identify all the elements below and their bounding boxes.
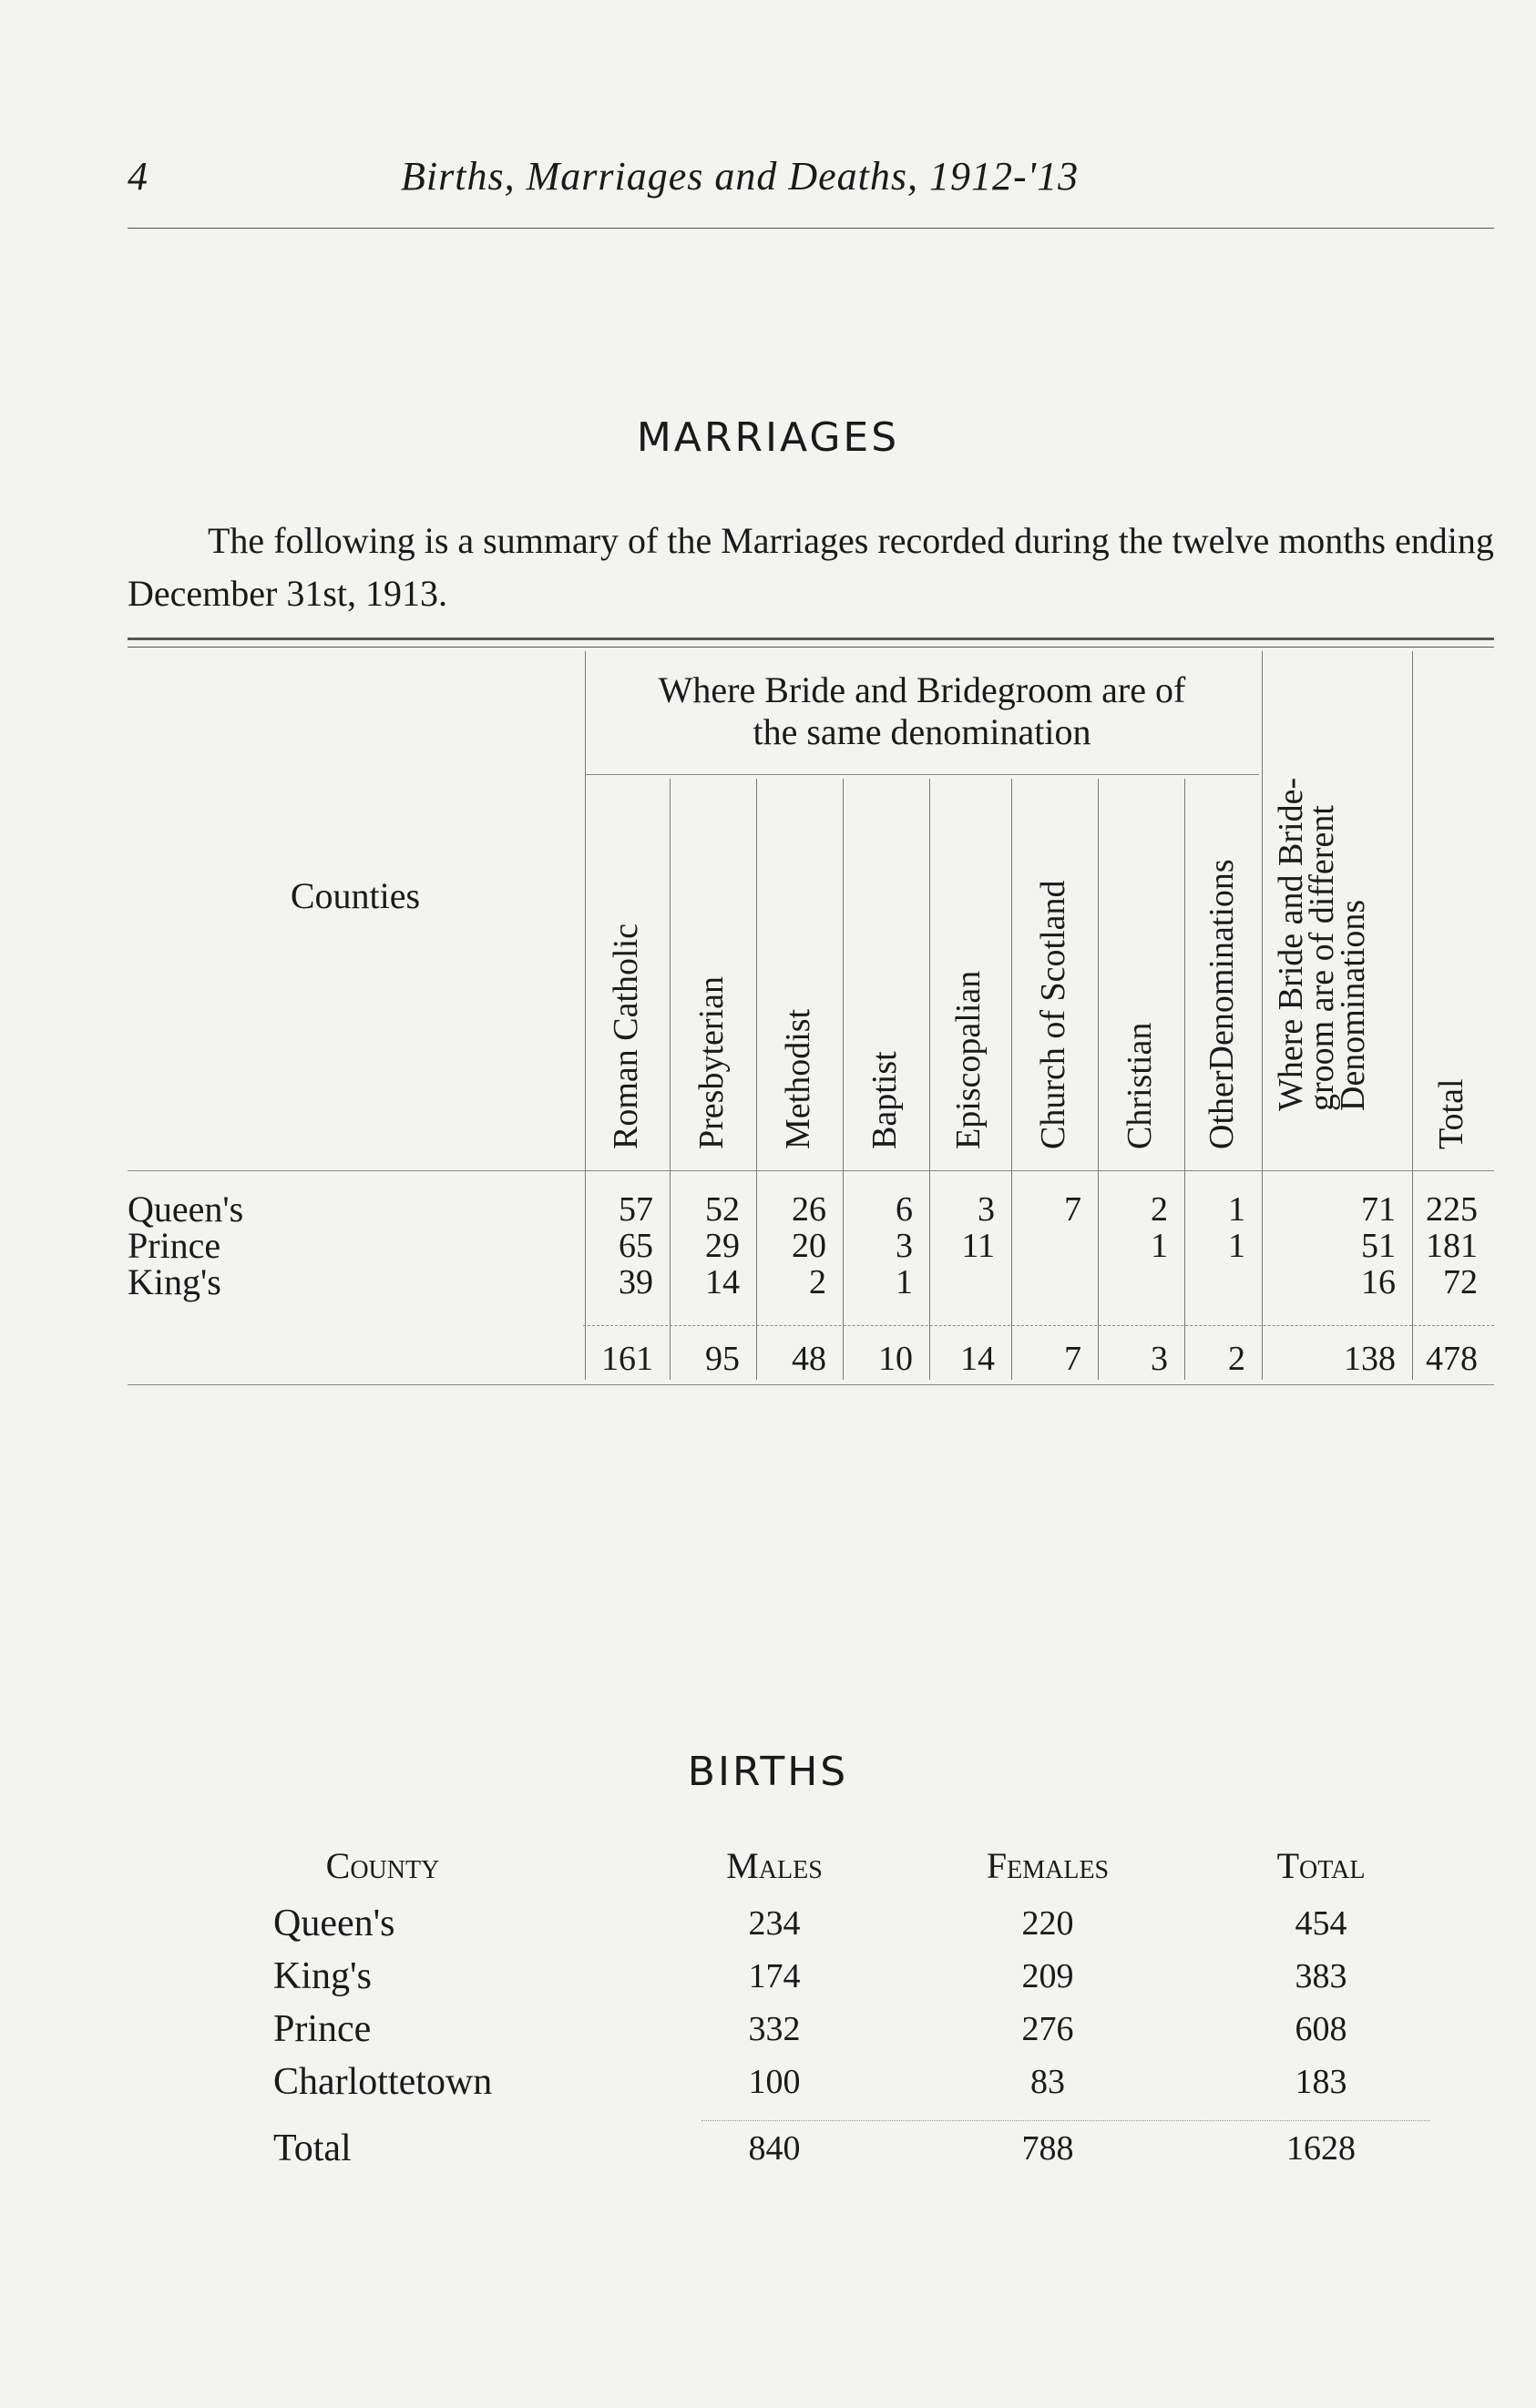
page-number: 4 bbox=[128, 154, 148, 199]
marriage-total-cell: 161 bbox=[601, 1340, 653, 1378]
marriage-total-cell: 2 bbox=[1228, 1340, 1245, 1378]
births-total-cell: 183 bbox=[1295, 2063, 1347, 2101]
births-males-cell: 234 bbox=[748, 1904, 801, 1943]
marriage-total-cell: 138 bbox=[1344, 1340, 1396, 1378]
different-denominations-header-line2: groom are of different bbox=[1303, 805, 1341, 1111]
marriage-cell: 57 bbox=[619, 1190, 653, 1229]
column-header-christian: Christian bbox=[1120, 1022, 1159, 1149]
marriage-total-cell: 48 bbox=[792, 1340, 826, 1378]
births-total-header: Total bbox=[1276, 1845, 1366, 1886]
births-females-cell: 220 bbox=[1021, 1904, 1074, 1943]
births-county-label: King's bbox=[273, 1955, 372, 1997]
column-divider bbox=[1184, 779, 1185, 1380]
different-denominations-header-line3: Denominations bbox=[1334, 899, 1372, 1111]
header-bottom-rule bbox=[128, 1170, 1494, 1171]
column-divider bbox=[1098, 779, 1099, 1380]
column-header-baptist: Baptist bbox=[865, 1051, 904, 1149]
births-males-header: Males bbox=[726, 1845, 823, 1886]
births-total-cell: 383 bbox=[1295, 1957, 1347, 1995]
marriage-cell: 2 bbox=[1151, 1190, 1168, 1229]
marriage-cell: 2 bbox=[809, 1263, 826, 1301]
births-total-males: 840 bbox=[748, 2129, 801, 2168]
marriage-total-cell: 95 bbox=[705, 1340, 740, 1378]
births-total-rule bbox=[701, 2120, 1430, 2121]
marriage-cell: 1 bbox=[1151, 1227, 1168, 1265]
marriage-cell: 225 bbox=[1426, 1190, 1478, 1229]
marriage-total-cell: 3 bbox=[1151, 1340, 1168, 1378]
marriage-cell: 6 bbox=[896, 1190, 913, 1229]
marriage-cell: 1 bbox=[1228, 1227, 1245, 1265]
marriage-cell: 39 bbox=[619, 1263, 653, 1301]
different-denominations-header-line1: Where Bride and Bride- bbox=[1272, 777, 1310, 1111]
row-county-label: Prince bbox=[128, 1225, 221, 1266]
births-county-label: Prince bbox=[273, 2008, 372, 2050]
births-females-cell: 276 bbox=[1021, 2010, 1074, 2048]
table-top-rule-thin bbox=[128, 647, 1494, 648]
marriage-total-cell: 7 bbox=[1064, 1340, 1081, 1378]
marriage-cell: 29 bbox=[705, 1227, 740, 1265]
marriages-heading: MARRIAGES bbox=[636, 414, 900, 461]
marriage-cell: 1 bbox=[896, 1263, 913, 1301]
column-header-otherdenominations: OtherDenominations bbox=[1202, 859, 1241, 1149]
births-total-label: Total bbox=[273, 2127, 352, 2169]
marriage-cell: 52 bbox=[705, 1190, 740, 1229]
column-header-episcopalian: Episcopalian bbox=[949, 970, 988, 1149]
table-bottom-rule bbox=[128, 1384, 1494, 1385]
births-total-cell: 454 bbox=[1295, 1904, 1347, 1943]
marriage-cell: 3 bbox=[978, 1190, 995, 1229]
marriage-cell: 65 bbox=[619, 1227, 653, 1265]
marriage-cell: 11 bbox=[961, 1227, 995, 1265]
counties-header: Counties bbox=[290, 875, 421, 916]
running-title: Births, Marriages and Deaths, 1912-'13 bbox=[401, 154, 1080, 199]
marriage-cell: 7 bbox=[1064, 1190, 1081, 1229]
column-header-methodist: Methodist bbox=[778, 1008, 817, 1149]
total-column-header: Total bbox=[1432, 1078, 1470, 1149]
column-header-presbyterian: Presbyterian bbox=[691, 976, 731, 1149]
row-county-label: King's bbox=[128, 1261, 221, 1302]
marriage-cell: 16 bbox=[1361, 1263, 1396, 1301]
table-top-rule bbox=[128, 638, 1494, 640]
births-females-cell: 209 bbox=[1021, 1957, 1074, 1995]
column-header-roman-catholic: Roman Catholic bbox=[606, 923, 645, 1149]
births-total-females: 788 bbox=[1021, 2129, 1074, 2168]
marriage-cell: 26 bbox=[792, 1190, 826, 1229]
births-males-cell: 332 bbox=[748, 2010, 801, 2048]
marriage-total-cell: 10 bbox=[878, 1340, 913, 1378]
marriage-cell: 71 bbox=[1361, 1190, 1396, 1229]
marriage-total-cell: 478 bbox=[1426, 1340, 1478, 1378]
column-divider bbox=[1011, 779, 1012, 1380]
column-header-church-of-scotland: Church of Scotland bbox=[1033, 880, 1072, 1149]
marriage-cell: 72 bbox=[1443, 1263, 1478, 1301]
births-total-cell: 608 bbox=[1295, 2010, 1347, 2048]
column-divider bbox=[929, 779, 930, 1380]
marriage-cell: 181 bbox=[1426, 1227, 1478, 1265]
births-county-label: Charlottetown bbox=[273, 2061, 493, 2103]
marriage-cell: 51 bbox=[1361, 1227, 1396, 1265]
births-males-cell: 100 bbox=[748, 2063, 801, 2101]
marriages-intro: The following is a summary of the Marriages recorded during the twelve months ending December 31st, 1913. bbox=[128, 520, 1494, 614]
births-females-header: Females bbox=[986, 1845, 1110, 1886]
marriage-cell: 1 bbox=[1228, 1190, 1245, 1229]
group-header-underline bbox=[585, 774, 1259, 775]
group-header-line2: the same denomination bbox=[753, 711, 1091, 752]
births-heading: BIRTHS bbox=[687, 1749, 849, 1795]
totals-rule bbox=[583, 1325, 1494, 1326]
same-denomination-group-header bbox=[585, 669, 1259, 753]
births-females-cell: 83 bbox=[1030, 2063, 1065, 2101]
row-county-label: Queen's bbox=[128, 1189, 244, 1230]
marriage-cell: 3 bbox=[896, 1227, 913, 1265]
marriage-cell: 14 bbox=[705, 1263, 740, 1301]
marriage-cell: 20 bbox=[792, 1227, 826, 1265]
births-county-label: Queen's bbox=[273, 1903, 395, 1944]
births-county-header: County bbox=[325, 1845, 440, 1886]
group-header-line1: Where Bride and Bridegroom are of bbox=[658, 669, 1186, 710]
births-total-total: 1628 bbox=[1286, 2129, 1356, 2168]
births-males-cell: 174 bbox=[748, 1957, 801, 1995]
marriage-total-cell: 14 bbox=[960, 1340, 995, 1378]
